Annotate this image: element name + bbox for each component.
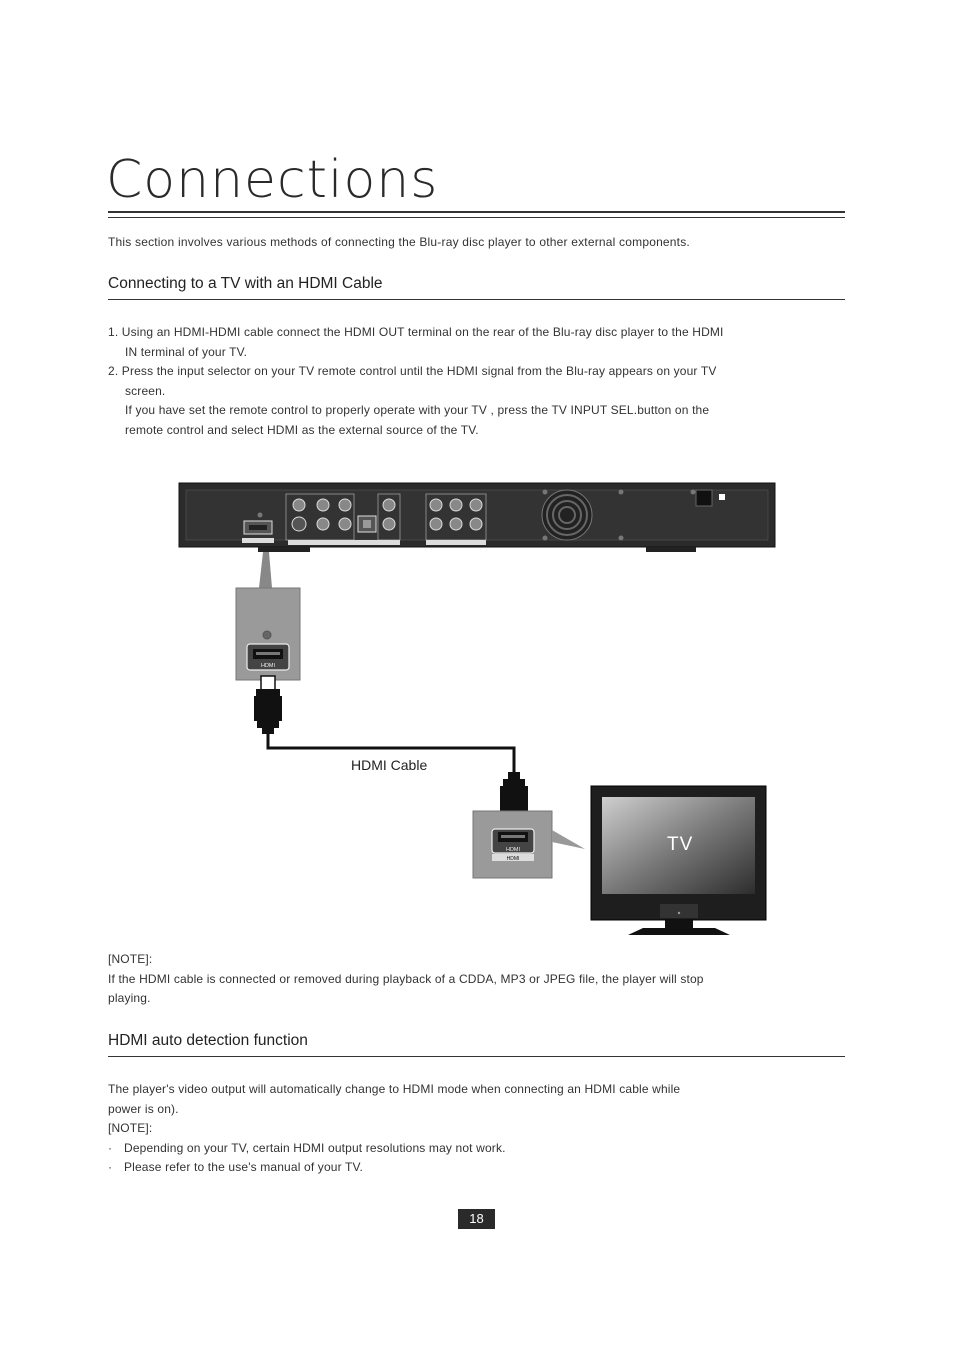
hdmi-plug-player (254, 676, 282, 734)
intro-text: This section involves various methods of connecting the Blu-ray disc player to other external components. (108, 235, 690, 249)
page-number: 18 (458, 1209, 495, 1229)
auto-note-label: [NOTE]: (108, 1121, 153, 1136)
note-line-1: If the HDMI cable is connected or removed during playback of a CDDA, MP3 or JPEG file, the player will stop (108, 971, 704, 986)
tv-hdmi-port-zoom (473, 811, 552, 878)
bullet-item (108, 1158, 808, 1178)
step-1-line-1: 1. Using an HDMI-HDMI cable connect the HDMI OUT terminal on the rear of the Blu-ray disc player to the HDMI (108, 325, 724, 339)
step-2-line-1: 2. Press the input selector on your TV remote control until the HDMI signal from the Blu-ray appears on your TV (108, 364, 717, 379)
tv-label: TV (667, 834, 694, 855)
step-2-line-4: remote control and select HDMI as the external source of the TV. (125, 422, 479, 437)
auto-detection-text (108, 1080, 808, 1178)
page-title: Connections (106, 150, 439, 210)
section-heading-auto-detection: HDMI auto detection function (108, 1032, 308, 1049)
connection-diagram (0, 470, 954, 950)
player-hdmi-port-zoom (236, 588, 300, 680)
bullet-text: Depending on your TV, certain HDMI output resolutions may not work. (124, 1140, 506, 1155)
tv-illustration (591, 786, 766, 935)
note-block-1 (108, 950, 808, 1009)
note-line-2: playing. (108, 991, 151, 1006)
section-rule-2 (108, 1056, 845, 1057)
bullet-dot: · (108, 1140, 113, 1155)
tv-callout-pointer (552, 830, 585, 849)
auto-line-2: power is on). (108, 1101, 179, 1116)
port-label: HDMI (260, 663, 276, 669)
hdmi-cable-label: HDMI Cable (351, 757, 428, 773)
auto-line-1: The player's video output will automatically change to HDMI mode when connecting an HDMI cable while (108, 1082, 681, 1096)
section-heading-hdmi-cable: Connecting to a TV with an HDMI Cable (108, 275, 383, 292)
step-2-line-2: screen. (125, 383, 166, 398)
bullet-text: Please refer to the use's manual of your TV. (124, 1160, 364, 1175)
section-rule (108, 299, 845, 300)
instructions (108, 323, 808, 441)
tv-port-label: HDMI (505, 847, 521, 853)
step-1-line-2: IN terminal of your TV. (125, 344, 248, 359)
bullet-dot: · (108, 1160, 113, 1175)
bullet-item (108, 1139, 808, 1159)
callout-pointer (259, 552, 272, 588)
step-2-line-3: If you have set the remote control to properly operate with your TV , press the TV INPUT SEL.button on the (125, 403, 710, 418)
note-label: [NOTE]: (108, 952, 153, 966)
player-rear-panel (179, 483, 775, 552)
tv-port-caption: HDMI (506, 856, 520, 862)
title-rule-thin (108, 217, 845, 218)
title-rule-thick (108, 211, 845, 213)
